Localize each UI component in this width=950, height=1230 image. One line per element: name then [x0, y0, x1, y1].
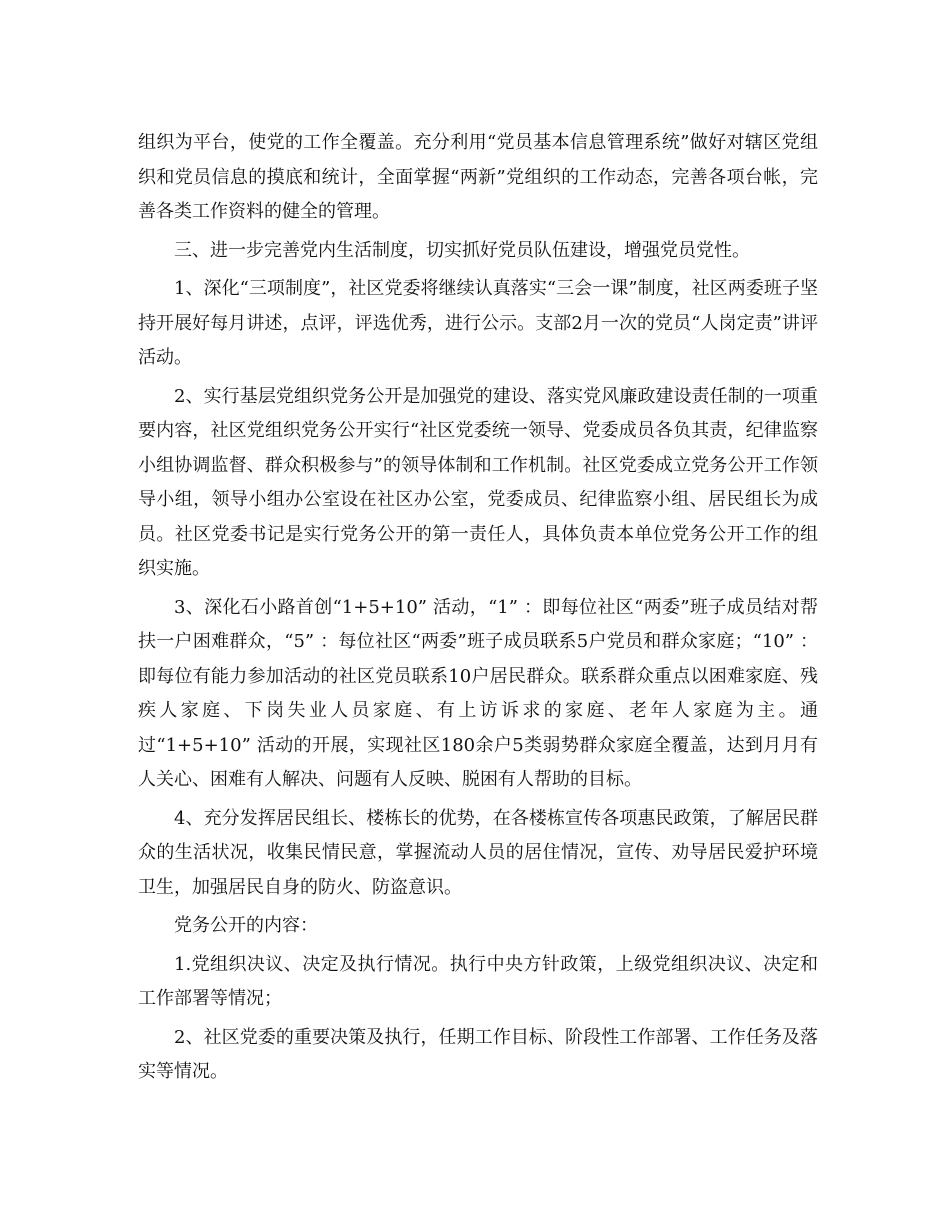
- paragraph-2: 三、进一步完善党内生活制度，切实抓好党员队伍建设，增强党员党性。: [174, 239, 750, 261]
- paragraph-5: 3、深化石小路首创“1+5+10” 活动，“1” ：即每位社区“两委”班子成员结对帮扶一户困难群众，“5” ：每位社区“两委”班子成员联系5户党员和群众家庭；“10” ：即每位有能力参加活动的社区党员联系10户居民群众。联系群众重点以困难家庭、残疾人家庭、下岗失业人员家庭、有上访诉求的家庭、老年人家庭为主。通过“1+5+10” 活动的开展，实现社区180余户5类弱势群众家庭全覆盖，达到月月有人关心、困难有人解决、问题有人反映、脱困有人帮助的目标。: [138, 596, 818, 790]
- paragraph-1: 组织为平台，使党的工作全覆盖。充分利用“党员基本信息管理系统”做好对辖区党组织和党员信息的摸底和统计，全面掌握“两新”党组织的工作动态，完善各项台帐，完善各类工作资料的健全的管理。: [138, 132, 818, 222]
- document-body: [138, 126, 818, 1094]
- paragraph-7: 党务公开的内容：: [174, 915, 318, 936]
- paragraph-9: 2、社区党委的重要决策及执行，任期工作目标、阶段性工作部署、工作任务及落实等情况。: [138, 1026, 818, 1082]
- paragraph-8: 1.党组织决议、决定及执行情况。执行中央方针政策，上级党组织决议、决定和工作部署等情况；: [138, 953, 818, 1009]
- paragraph-4: 2、实行基层党组织党务公开是加强党的建设、落实党风廉政建设责任制的一项重要内容，社区党组织党务公开实行“社区党委统一领导、党委成员各负其责，纪律监察小组协调监督、群众积极参与”的领导体制和工作机制。社区党委成立党务公开工作领导小组，领导小组办公室设在社区办公室，党委成员、纪律监察小组、居民组长为成员。社区党委书记是实行党务公开的第一责任人，具体负责本单位党务公开工作的组织实施。: [138, 385, 818, 579]
- paragraph-6: 4、充分发挥居民组长、楼栋长的优势，在各楼栋宣传各项惠民政策，了解居民群众的生活状况，收集民情民意，掌握流动人员的居住情况，宣传、劝导居民爱护环境卫生，加强居民自身的防火、防盗意识。: [138, 807, 818, 898]
- paragraph-3: 1、深化“三项制度”，社区党委将继续认真落实“三会一课”制度，社区两委班子坚持开展好每月讲述，点评，评选优秀，进行公示。支部2月一次的党员“人岗定责”讲评活动。: [138, 278, 818, 368]
